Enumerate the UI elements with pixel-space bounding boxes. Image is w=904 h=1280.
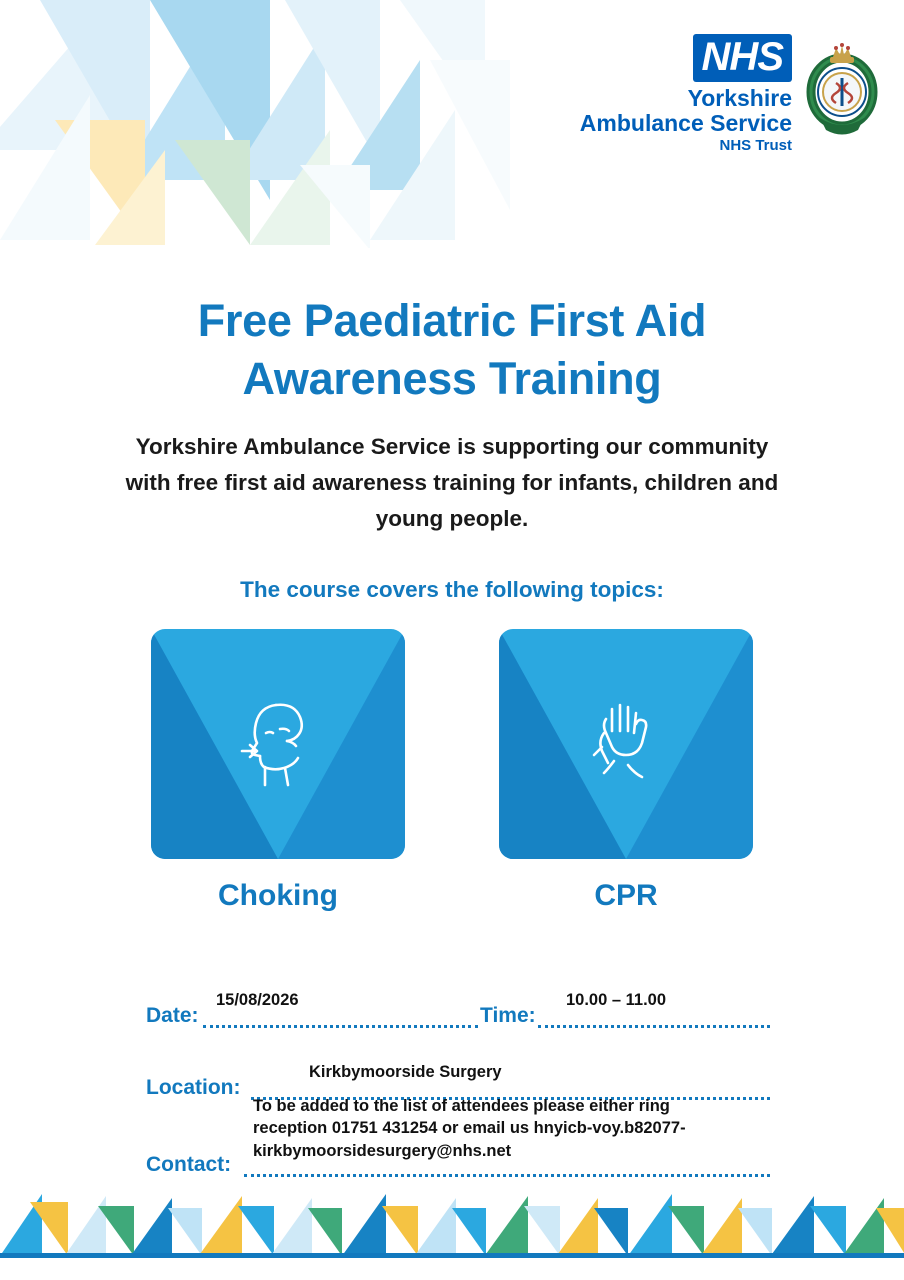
- decor-triangle: [772, 1196, 814, 1254]
- nhs-wordmark: [580, 34, 792, 154]
- bottom-decorative-band: [0, 1190, 904, 1280]
- time-label: Time:: [480, 1004, 536, 1027]
- decor-triangle: [175, 140, 250, 245]
- time-dotted-line: [538, 1023, 770, 1028]
- decor-triangle: [200, 1196, 242, 1254]
- event-details: [0, 975, 904, 1185]
- bottom-rule: [0, 1253, 904, 1258]
- decor-triangle: [132, 1198, 172, 1254]
- decor-triangle: [416, 1198, 456, 1254]
- topic-tile: [499, 629, 753, 859]
- page-title: Free Paediatric First Aid Awareness Training: [197, 295, 707, 404]
- yas-crest-icon: [806, 40, 878, 136]
- decor-triangle: [0, 95, 90, 240]
- decor-triangle: [430, 60, 510, 210]
- decor-triangle: [628, 1194, 672, 1256]
- topic-label: CPR: [594, 879, 658, 913]
- decor-triangle: [95, 150, 165, 245]
- decor-triangle: [30, 1202, 68, 1256]
- nhs-logo: [580, 34, 878, 154]
- date-dotted-line: [203, 1023, 478, 1028]
- decor-triangle: [738, 1208, 772, 1256]
- decor-triangle: [300, 165, 370, 248]
- topic-tiles: [0, 629, 904, 913]
- nhs-blue-box: NHS: [693, 34, 792, 82]
- trust-name-line2: Ambulance Service: [579, 110, 792, 137]
- decor-triangle: [558, 1198, 598, 1254]
- poster-subtitle: Yorkshire Ambulance Service is supporting our community with free first aid awareness training for infants, children and young people.: [125, 434, 779, 532]
- time-value: 10.00 – 11.00: [566, 991, 667, 1009]
- decor-triangle: [238, 1206, 274, 1256]
- top-decorative-band: [0, 0, 904, 248]
- trust-name-line3: NHS Trust: [719, 137, 792, 155]
- trust-name-line1: Yorkshire: [687, 85, 792, 111]
- decor-triangle: [308, 1208, 342, 1256]
- topic-tile: [151, 629, 405, 859]
- topic-choking: [151, 629, 405, 913]
- decor-triangle: [876, 1208, 904, 1256]
- decor-triangle: [702, 1198, 742, 1254]
- location-label: Location:: [146, 1076, 241, 1099]
- date-value: 15/08/2026: [216, 991, 299, 1009]
- decor-triangle: [524, 1206, 560, 1256]
- decor-triangle: [810, 1206, 846, 1256]
- topic-cpr: [499, 629, 753, 913]
- decor-triangle: [452, 1208, 486, 1256]
- cpr-hands-icon: [566, 689, 686, 799]
- poster-body: [0, 248, 904, 913]
- decor-triangle: [98, 1206, 134, 1256]
- decor-triangle: [382, 1206, 418, 1256]
- decor-triangle: [272, 1198, 312, 1254]
- decor-triangle: [594, 1208, 628, 1256]
- contact-value: To be added to the list of attendees please either ring reception 01751 431254 or email us hnyicb-voy.b82077-kirkbymoorsidesurgery@nhs.net: [253, 1097, 686, 1160]
- date-label: Date:: [146, 1004, 199, 1027]
- decor-triangle: [486, 1196, 528, 1254]
- contact-dotted-line: [244, 1172, 770, 1177]
- decor-triangle: [168, 1208, 202, 1256]
- location-value: Kirkbymoorside Surgery: [309, 1063, 502, 1081]
- choking-head-icon: [218, 689, 338, 799]
- topics-heading: The course covers the following topics:: [240, 577, 664, 603]
- decor-triangle: [668, 1206, 704, 1256]
- contact-label: Contact:: [146, 1153, 232, 1176]
- topic-label: Choking: [218, 879, 338, 913]
- decor-triangle: [342, 1194, 386, 1256]
